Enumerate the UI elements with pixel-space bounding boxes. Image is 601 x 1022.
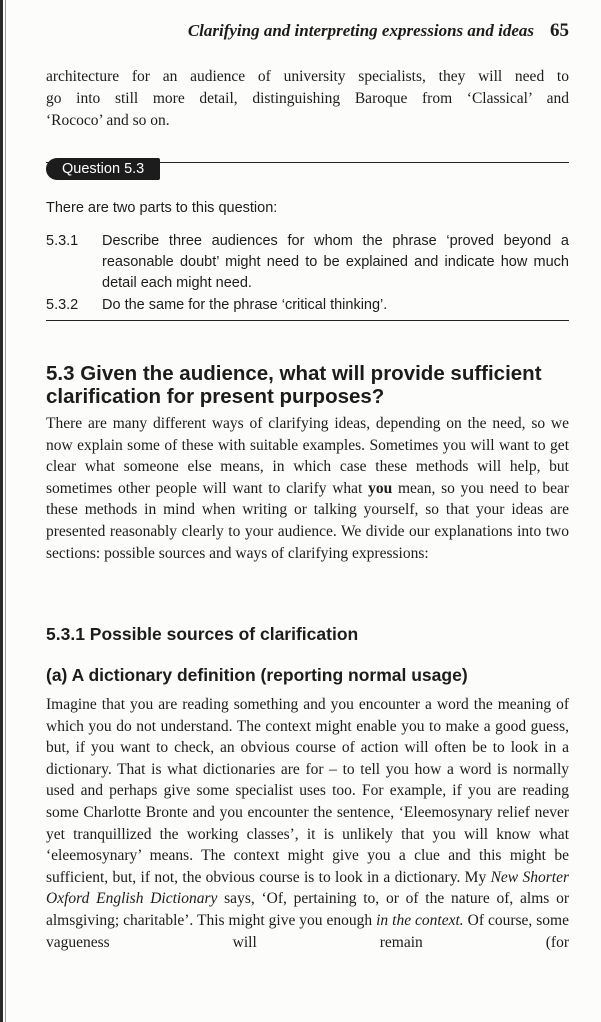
intro-line-3: ‘Rococo’ and so on.	[46, 112, 170, 129]
page-number: 65	[550, 20, 569, 41]
question-item	[46, 295, 569, 316]
question-badge: Question 5.3	[46, 158, 160, 180]
paragraph-text: mean, so you need to bear these methods in mind when writing or talking yourself, so that your ideas are presented reasonably clearly to your audience. We divide our explanations into two sections: possible sources and ways of clarifying expressions:	[46, 479, 569, 562]
question-item-text: Describe three audiences for whom the phrase ‘proved beyond a reasonable doubt’ might need to be explained and indicate how much detail each might need.	[102, 233, 569, 291]
paragraph-text: Imagine that you are reading something and you encounter a word the meaning of which you do not understand. The context might enable you to make a good guess, but, if you want to check, an obvious course of action will often be to look in a dictionary. That is what dictionaries are for – to tell you how a word is normally used and perhaps give some specialist uses too. For example, if you are reading some Charlotte Bronte and you encounter the sentence, ‘Eleemosynary relief never yet tranquillized the working classes’, it is unlikely that you will know what ‘eleemosynary’ means. The context might give you a clue and this might be sufficient, but, if not, the obvious course is to look in a dictionary. My	[46, 696, 569, 886]
book-title: New Shorter Oxford English Dictionary	[46, 868, 569, 908]
dictionary-paragraph	[46, 694, 569, 953]
section-heading: 5.3 Given the audience, what will provide sufficient clarification for present purposes?	[46, 362, 542, 408]
paragraph-text: There are many different ways of clarifying ideas, depending on the need, so we now explain some of these with suitable examples. Sometimes you will want to get clear what someone else means, in which case these methods will help, but sometimes other people will want to clarify what	[46, 415, 569, 497]
intro-line-2: go into still more detail, distinguishing Baroque from ‘Classical’ and	[46, 90, 569, 107]
page-header	[46, 20, 569, 46]
question-item	[46, 231, 569, 294]
intro-line-1: architecture for an audience of university specialists, they will need to	[46, 68, 569, 85]
page-spine-shadow	[0, 0, 3, 1022]
question-intro: There are two parts to this question:	[46, 200, 278, 216]
section-paragraph	[46, 413, 569, 564]
question-bottom-rule	[46, 320, 569, 321]
question-item-number: 5.3.1	[46, 233, 79, 249]
paragraph-text: Of course, some vagueness will remain (for	[46, 911, 569, 951]
emphasis-you: you	[368, 479, 393, 497]
question-item-text: Do the same for the phrase ‘critical thinking’.	[102, 297, 388, 313]
running-head: Clarifying and interpreting expressions and ideas	[187, 21, 534, 40]
paragraph-text: says, ‘Of, pertaining to, or of the nature of, alms or almsgiving; charitable’. This might give you enough	[46, 890, 569, 929]
subsection-heading: 5.3.1 Possible sources of clarification	[46, 624, 359, 644]
page-spine-edge	[5, 0, 6, 1022]
question-item-number: 5.3.2	[46, 297, 79, 313]
italic-phrase: in the context.	[376, 911, 464, 929]
subsubsection-heading: (a) A dictionary definition (reporting normal usage)	[46, 665, 468, 685]
